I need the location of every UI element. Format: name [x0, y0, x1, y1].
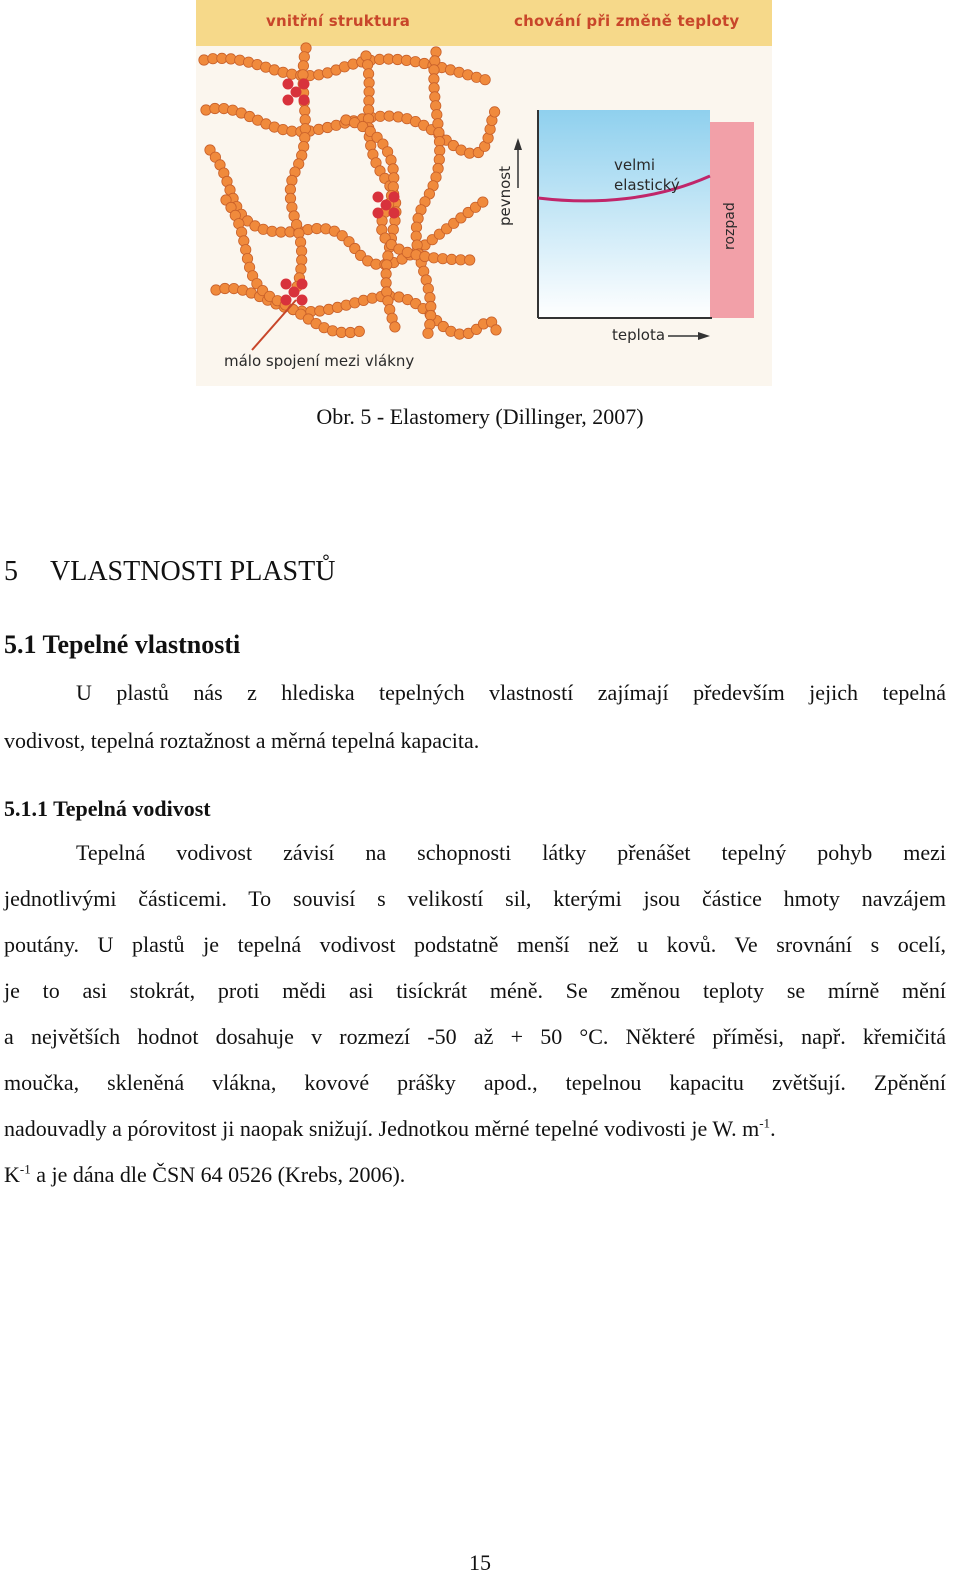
curve-label-1: velmi [614, 156, 656, 174]
crosslink-bead [373, 192, 384, 203]
body-line-2: jednotlivými částicemi. To souvisí s velikostí sil, kterými jsou částice hmoty navzájem [4, 886, 946, 911]
body-line-7-end: . [770, 1116, 776, 1141]
crosslink-bead [389, 192, 400, 203]
intro-line-2: vodivost, tepelná roztažnost a měrná tepelná kapacita. [4, 728, 480, 753]
body-line-7 [4, 1116, 946, 1142]
body-line-8-sup: -1 [19, 1161, 31, 1177]
body-line-4: je to asi stokrát, proti mědi asi tisíckrát méně. Se změnou teploty se mírně mění [4, 978, 946, 1003]
crosslink-bead [281, 279, 292, 290]
figure-drawing [196, 0, 772, 386]
body-line-8 [4, 1162, 946, 1188]
page-number: 15 [469, 1550, 491, 1575]
figure-right-heading: chování při změně teploty [514, 12, 740, 30]
polymer-chains [199, 43, 501, 340]
crosslink-bead [291, 87, 302, 98]
body-line-1: Tepelná vodivost závisí na schopnosti látky přenášet tepelný pohyb mezi [76, 840, 946, 865]
subsection-heading: 5.1.1 Tepelná vodivost [4, 796, 211, 821]
crosslink-bead [289, 287, 300, 298]
chapter-title: VLASTNOSTI PLASTŮ [50, 556, 336, 587]
crosslink-bead [281, 295, 292, 306]
chain-bead [480, 75, 490, 85]
crosslink-bead [299, 95, 310, 106]
section-heading: 5.1 Tepelné vlastnosti [4, 630, 241, 659]
rozpad-label: rozpad [722, 202, 738, 250]
crosslink-bead [297, 295, 308, 306]
body-line-8-text: a je dána dle ČSN 64 0526 (Krebs, 2006). [30, 1162, 406, 1187]
chain-bead [478, 197, 488, 207]
figure-left-heading: vnitřní struktura [266, 12, 411, 30]
y-arrow-head [514, 138, 522, 150]
figure-caption: Obr. 5 - Elastomery (Dillinger, 2007) [316, 404, 644, 429]
body-line-3: poutány. U plastů je tepelná vodivost podstatně menší než u kovů. Ve srovnání s ocelí, [4, 932, 946, 957]
body-line-7-sup: -1 [759, 1115, 771, 1131]
chain-bead [390, 322, 400, 332]
y-axis-label: pevnost [496, 165, 514, 226]
crosslink-bead [297, 279, 308, 290]
curve-label-2: elastický [614, 176, 680, 194]
chain-bead [423, 328, 433, 338]
crosslink-bead [299, 79, 310, 90]
x-axis-label: teplota [612, 326, 666, 344]
x-arrow-head [698, 332, 710, 340]
chain-bead [489, 107, 499, 117]
crosslink-bead [381, 200, 392, 211]
chain-bead [491, 325, 501, 335]
chapter-number: 5 [4, 556, 18, 587]
intro-line-1: U plastů nás z hlediska tepelných vlastností zajímají především jejich tepelná [76, 680, 946, 705]
body-line-6: moučka, skleněná vlákna, kovové prášky apod., tepelnou kapacitu zvětšují. Zpěnění [4, 1070, 946, 1095]
plot-background [538, 110, 710, 318]
crosslink-bead [283, 79, 294, 90]
chapter-heading [4, 556, 335, 588]
crosslink-bead [389, 208, 400, 219]
body-line-7-text: nadouvadly a pórovitost ji naopak snižují. Jednotkou měrné tepelné vodivosti je W. m [4, 1116, 760, 1141]
crosslink-bead [283, 95, 294, 106]
bottom-label: málo spojení mezi vlákny [224, 352, 415, 370]
crosslink-bead [373, 208, 384, 219]
elastomer-figure [196, 0, 772, 386]
chain-bead [465, 255, 475, 265]
chain-bead [354, 326, 364, 336]
body-line-8-unit: K [4, 1162, 20, 1187]
body-line-5: a největších hodnot dosahuje v rozmezí -50 až + 50 °C. Některé příměsi, např. křemičitá [4, 1024, 946, 1049]
